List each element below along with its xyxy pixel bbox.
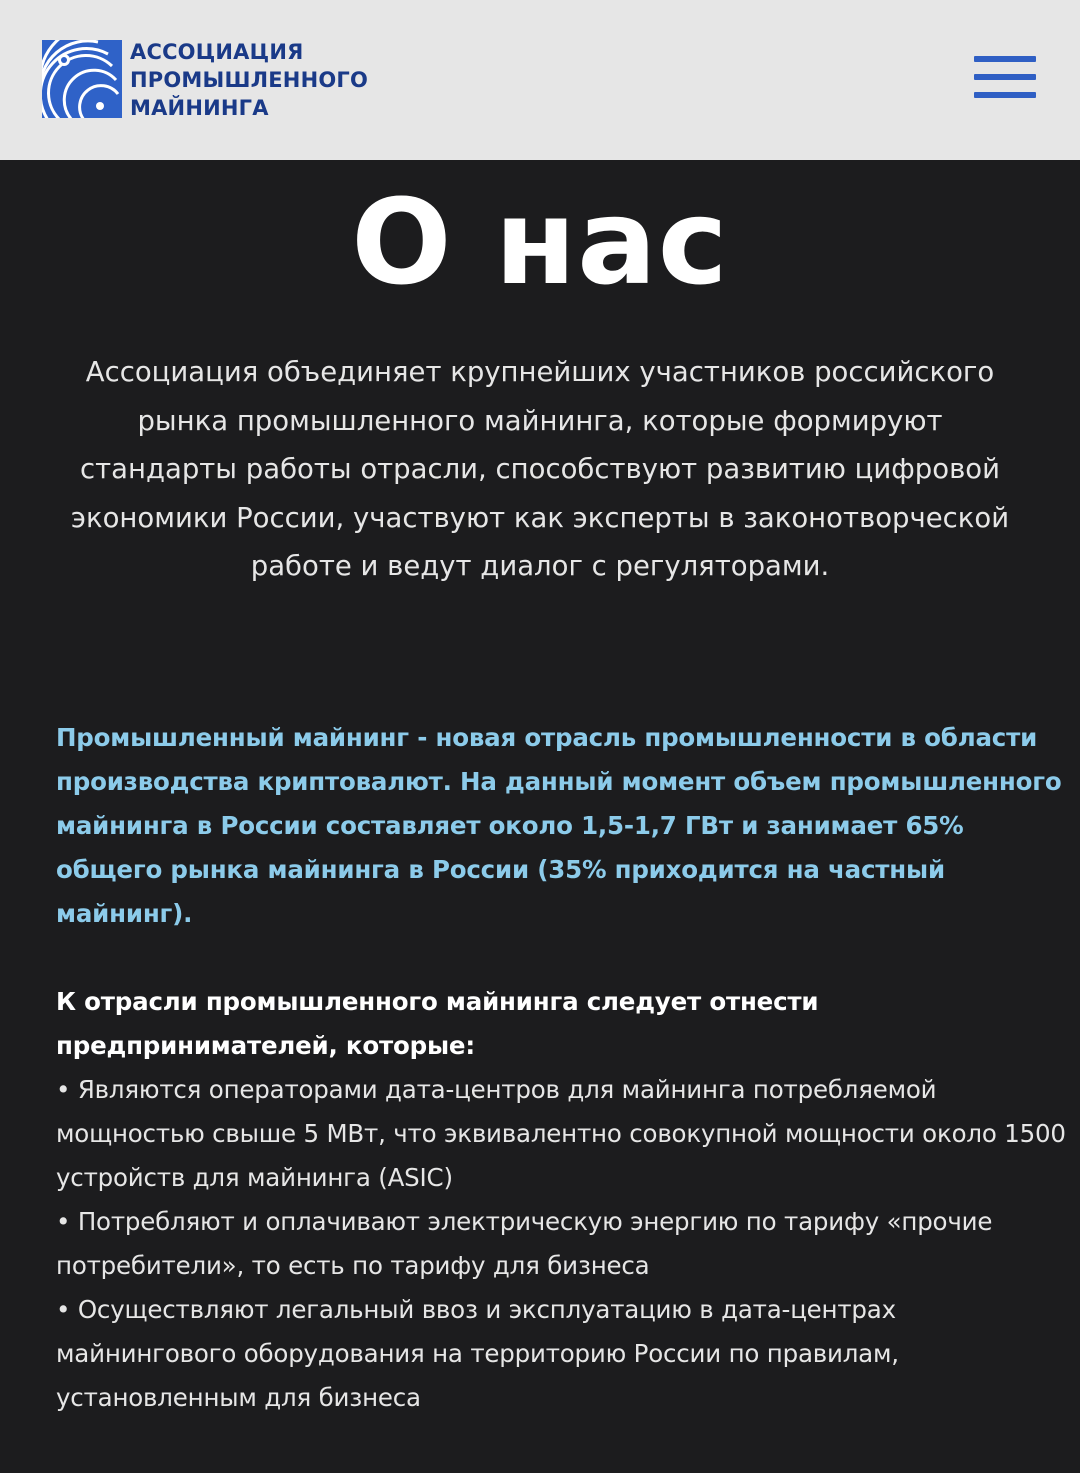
site-header <box>0 0 1080 160</box>
logo-line-3: МАЙНИНГА <box>130 96 269 120</box>
criteria-item: • Потребляют и оплачивают электрическую энергию по тарифу «прочие потребители», то есть по тарифу для бизнеса <box>56 1207 993 1280</box>
criteria-item: • Осуществляют легальный ввоз и эксплуатацию в дата-центрах майнингового оборудования на территорию России по правилам, установленным для бизнеса <box>56 1295 899 1412</box>
association-emblem-icon <box>42 40 122 118</box>
menu-bar <box>974 56 1036 62</box>
hamburger-menu-icon[interactable] <box>968 52 1042 104</box>
intro-paragraph: Ассоциация объединяет крупнейших участников российского рынка промышленного майнинга, которые формируют стандарты работы отрасли, способствуют развитию цифровой экономики России, участвуют как эксперты в законотворческой работе и ведут диалог с регуляторами. <box>70 356 1010 582</box>
criteria-lead: К отрасли промышленного майнинга следует отнести предпринимателей, которые: <box>56 987 819 1060</box>
logo-line-1: АССОЦИАЦИЯ <box>130 40 304 64</box>
highlight-paragraph: Промышленный майнинг - новая отрасль промышленности в области производства криптовалют. На данный момент объем промышленного майнинга в России составляет около 1,5-1,7 ГВт и занимает 65% общего рынка майнинга в России (35% приходится на частный майнинг). <box>56 723 1062 928</box>
main-content <box>0 160 1080 1473</box>
criteria-list <box>56 980 1071 1420</box>
page-title: О нас <box>351 173 729 311</box>
criteria-item: • Являются операторами дата-центров для майнинга потребляемой мощностью свыше 5 МВт, что эквивалентно совокупной мощности около 1500 устройств для майнинга (ASIC) <box>56 1075 1066 1192</box>
menu-bar <box>974 74 1036 80</box>
menu-bar <box>974 92 1036 98</box>
logo[interactable] <box>42 38 382 118</box>
logo-line-2: ПРОМЫШЛЕННОГО <box>130 68 369 92</box>
logo-text <box>130 38 390 122</box>
